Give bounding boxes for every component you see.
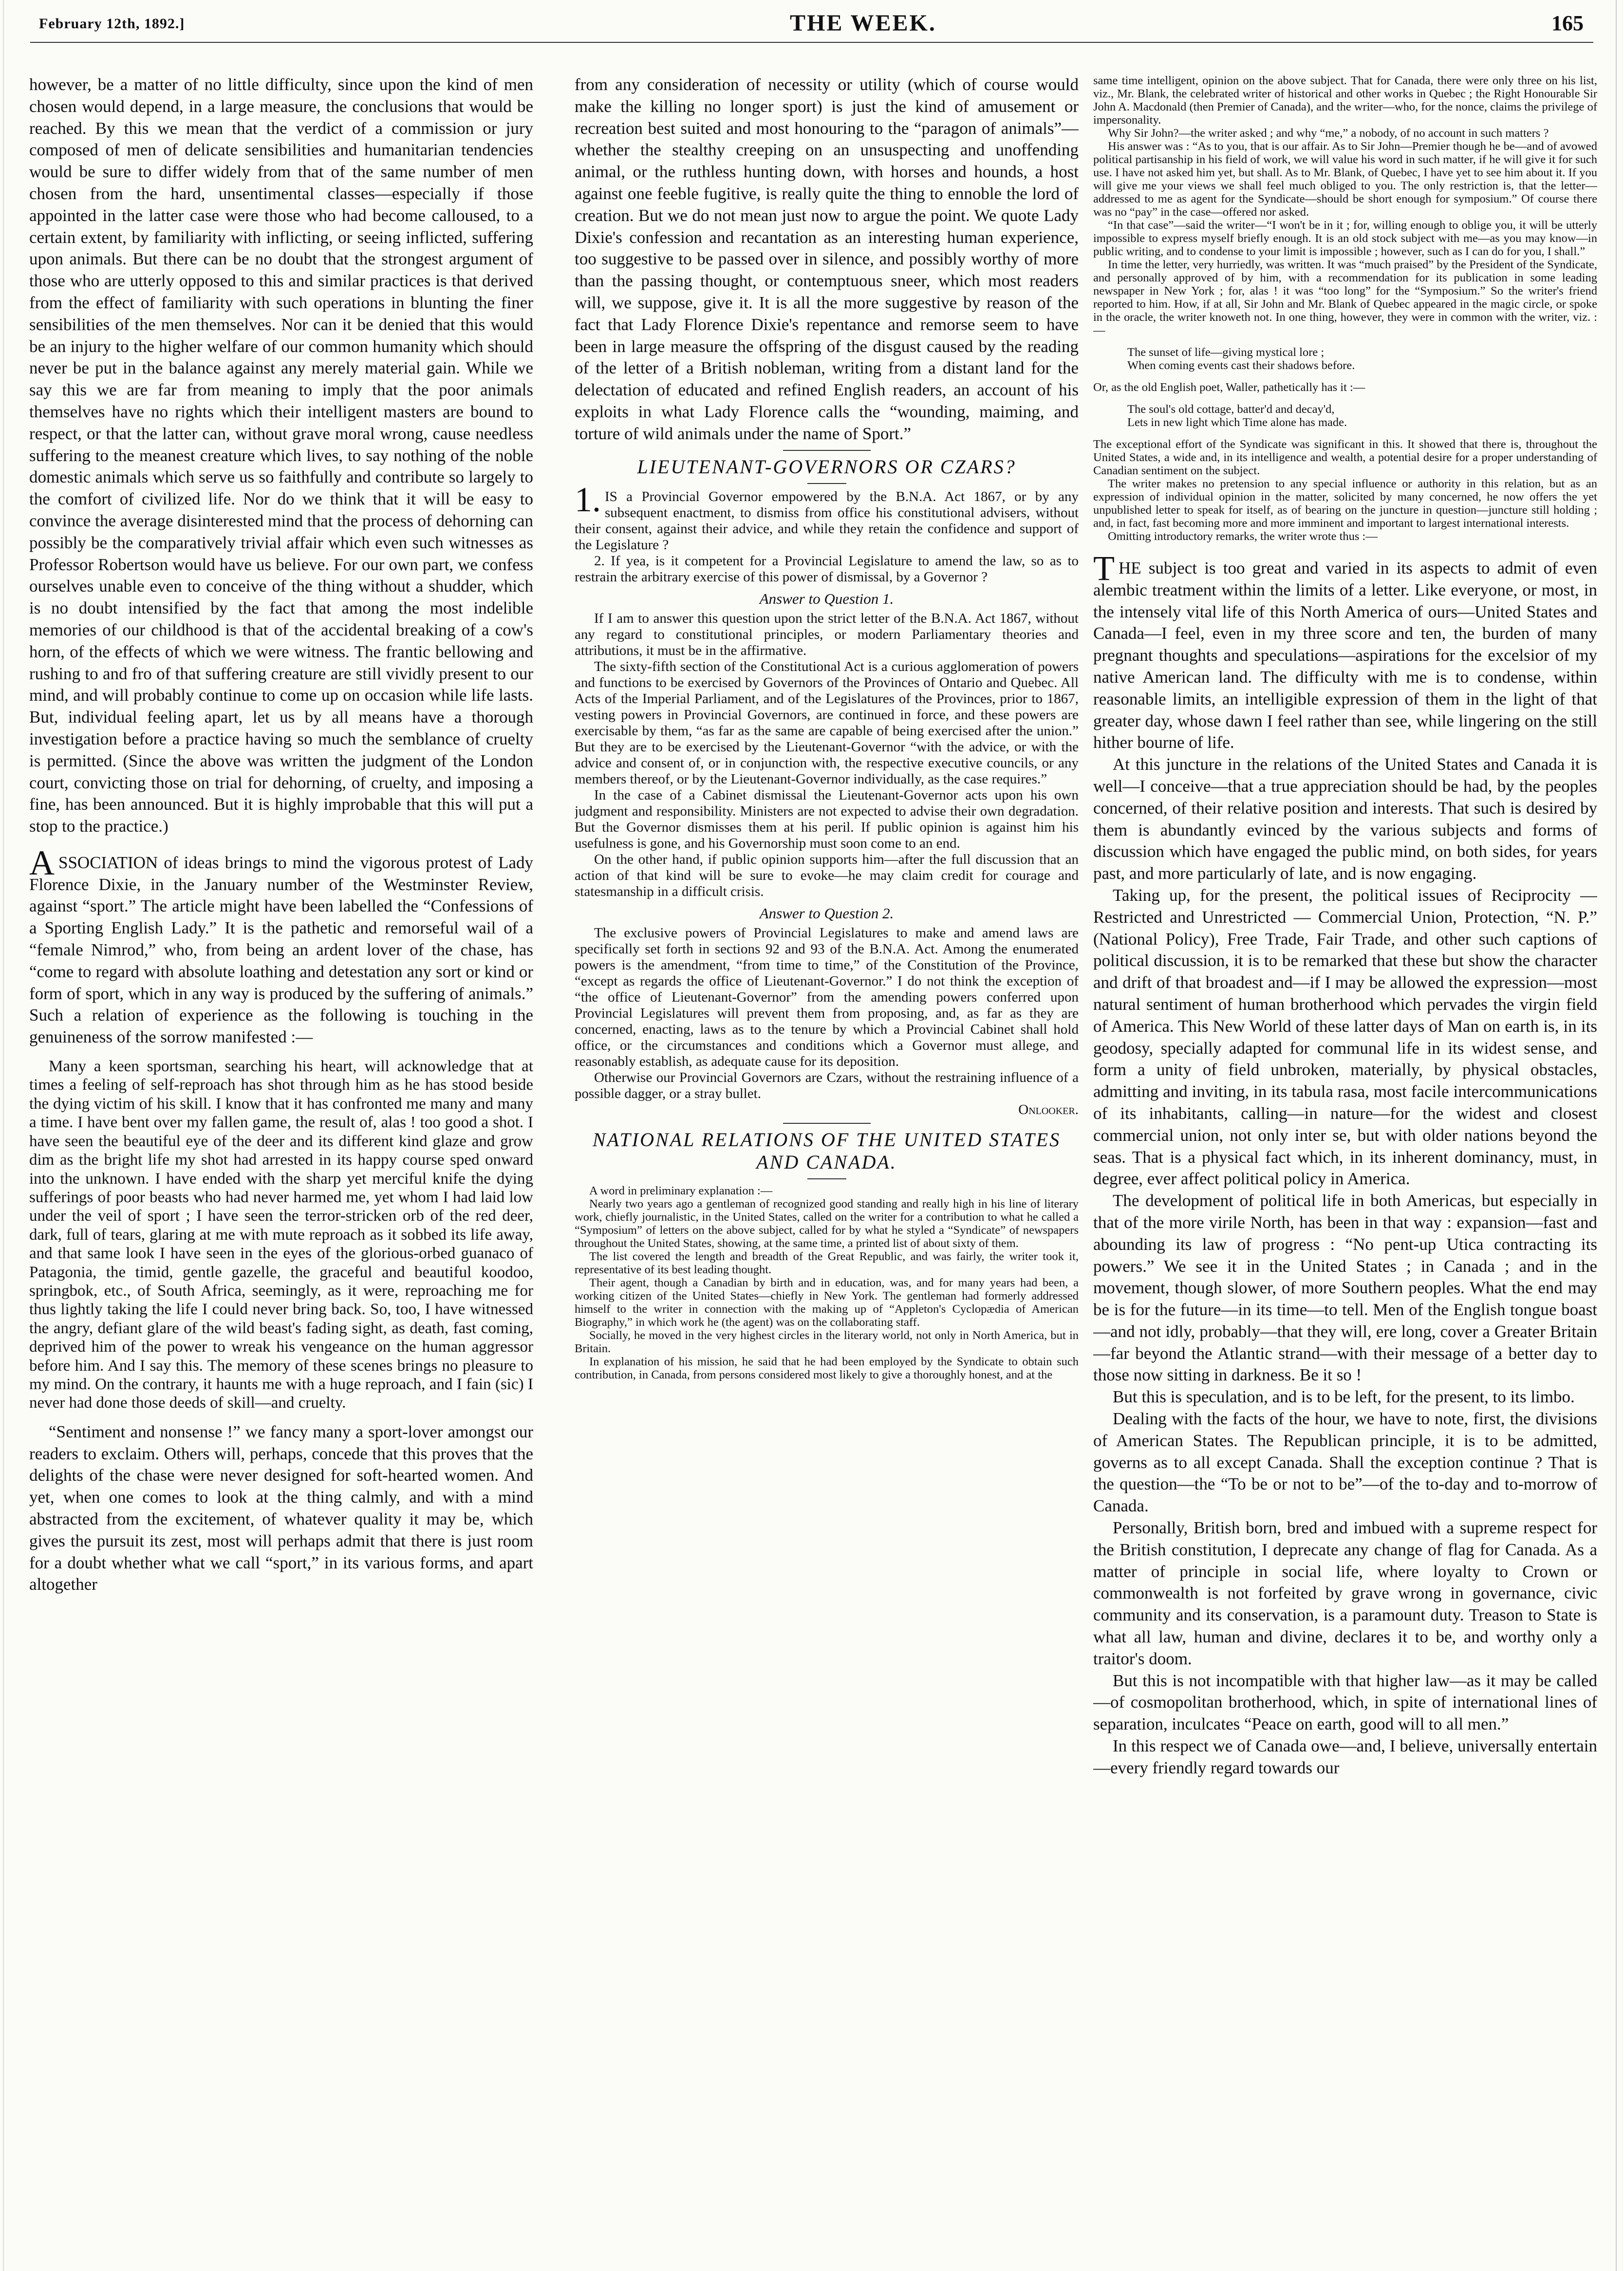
paragraph-association: ASSOCIATION of ideas brings to mind the vigorous protest of Lady Florence Dixie, in the January number of the Westminster Review, against “sport.” The article might have been labelled the “Confessions of a Sporting English Lady.” It is the pathetic and remorseful wail of a “female Nimrod,” who, from being an ardent lover of the chase, has “come to regard with absolute loathing and detestation any sort or kind or form of sport, which in any way is produced by the suffering of animals.” Such a relation of experience as the following is touching in the genuineness of the sorrow manifested :— [29,843,533,1047]
explanation-letter: In time the letter, very hurriedly, was written. It was “much praised” by the President of the Syndicate, and personally approved of by him, with a recommendation for its publication in some leading newspaper in New York ; for, alas ! it was “too long” for the “Symposium.” So the writer's friend reported to him. How, if at all, Sir John and Mr. Blank of Quebec appeared in the magic circle, or spoke in the oracle, the writer knoweth not. In one thing, however, they were in common with the writer, viz. :— [1093,258,1597,337]
paragraph-sport-continued: from any consideration of necessity or utility (which of course would make the killing no longer sport) is just the kind of amusement or recreation best suited and most honouring to the “paragon of animals”—whether the stealthy creeping on an unsuspecting and unoffending animal, or the ruthless hunting down, with horses and hounds, a host against one feeble fugitive, is really quite the thing to ennoble the lord of creation. But we do not mean just now to argue the point. We quote Lady Dixie's confession and recantation as an interesting human experience, too suggestive to be passed over in silence, and possibly worthy of more than the passing thought, or contemptuous sneer, which most readers will, we suppose, give it. It is all the more suggestive by reason of the fact that Lady Florence Dixie's repentance and remorse seem to have been in large measure the offspring of the disgust caused by the reading of the letter of a British nobleman, writing from a distant land for the delectation of educated and refined English readers, an account of his exploits in what Lady Florence calls the “wounding, maiming, and torture of wild animals under the name of Sport.” [575,75,1079,443]
explanation-p5: In explanation of his mission, he said that he had been employed by the Syndicate to obtain such contribution, in Canada, from persons considered most likely to give a thoroughly honest, and at the [575,1355,1079,1381]
explanation-answer: His answer was : “As to you, that is our affair. As to Sir John—Premier though he be—and of avowed political partisanship in his field of work, we will value his word in such matter, if he will give it for such use. I have not asked him yet, but shall. As to Mr. Blank, of Quebec, I have yet to see him about it. If you will give me your views we shall feel much obliged to you. The only restriction is, that the letter—addressed to me as agent for the Syndicate—should be short enough for symposium.” Of course there was no “pay” in the case—offered nor asked. [1093,140,1597,219]
heading-national-relations: NATIONAL RELATIONS OF THE UNITED STATES AND CANADA. [592,1128,1061,1173]
waller-intro: Or, as the old English poet, Waller, pathetically has it :— [1093,381,1365,394]
page-edge-right [1616,0,1617,2271]
spacer [29,1048,533,1057]
explanation-p4: Socially, he moved in the very highest circles in the literary world, not only in North America, but in Britain. [575,1328,1079,1355]
answer-one-p2: The sixty-fifth section of the Constitutional Act is a curious agglomeration of powers and functions to be exercised by Governors of the Provinces of Ontario and Quebec. All Acts of the Imperial Parliament, and of the Legislatures of the Provinces, prior to 1867, vesting powers in Provincial Governors, are continued in force, and these powers are exercisable by them, “as far as the same are capable of being exercised after the union.” But they are to be exercised by the Lieutenant-Governor “with the advice, or with the advice and consent of, or in conjunction with, the respective executive councils, or any members thereof, or by the Lieutenant-Governor individually, as the case requires.” [575,658,1079,787]
question-two: 2. If yea, is it competent for a Provincial Legislature to amend the law, so as to restrain the arbitrary exercise of this power of dismissal, by a Governor ? [575,553,1079,585]
letter-p7: Personally, British born, bred and imbued with a supreme respect for the British constitution, I deprecate any change of flag for Canada. As a matter of principle in social life, where loyalty to Crown or commonwealth is not forfeited by grave wrong in governance, civic community and its conservation, is a paramount duty. Treason to State is what all law, human and divine, declares it to be, and worthy only a traitor's doom. [1093,1518,1597,1668]
heading-rule [807,1178,846,1179]
section-gap [29,838,533,852]
letter-p3: Taking up, for the present, the political issues of Reciprocity — Restricted and Unrestricted — Commercial Union, Protection, “N. P.” (National Policy), Free Trade, Fair Trade, and other such captions of political discussion, it is to be remarked that these but show the character and drift of that broadest and—if I may be allowed the expression—most natural sentiment of human brotherhood which pervades the virgin field of America. This New World of these latter days of Man on earth is, in its geodosy, specially adapted for communal life in its widest sense, and form a unity of field unbroken, materially, by physical obstacles, admitting and inviting, in its tabula rasa, most facile intercommunications of its inhabitants, calling—in nature—for the widest and closest commercial union, not only inter se, but with older nations beyond the seas. That is a physical fact which, in its inherent dominancy, must, in degree, ever affect political policy in America. [1093,885,1597,1189]
explanation-p2: The list covered the length and breadth of the Great Republic, and was fairly, the writer took it, representative of its best leading thought. [575,1249,1079,1276]
answer-two-p1: The exclusive powers of Provincial Legislatures to make and amend laws are specifically set forth in sections 92 and 93 of the B.N.A. Act. Among the enumerated powers is the amendment, “from time to time,” of the Constitution of the Province, “except as regards the office of Lieutenant-Governor.” I do not think the exception of “the office of Lieutenant-Governor” from the amending powers conferred upon Provincial Legislatures will prevent them from proposing, and, as far as they are concerned, enacting, laws as to the tenure by which a Provincial Cabinet shall hold office, or the circumstances and conditions which a Governor must allege, and reasonably establish, as adequate cause for its deposition. [575,925,1079,1069]
header-rule [30,42,1593,43]
column-right [1093,74,1597,2255]
explanation-syndicate: The exceptional effort of the Syndicate was significant in this. It showed that there is, throughout the United States, a wide and, in its intelligence and wealth, a potential desire for a proper understanding of Canadian sentiment on the subject. [1093,438,1597,477]
letter-p1: THE subject is too great and varied in its aspects to admit of even alembic treatment within the limits of a letter. Like everyone, or most, in the intensely vital life of this North America of ours—United States and Canada—I feel, even in my three score and ten, the burden of many pregnant thoughts and speculations—aspirations for the excelsior of my native American land. The difficulty with me is to condense, within reasonable limits, an intelligible expression of them in the light of that greater day, whose dawn I feel rather than see, while lingering on the still hither bourne of life. [1093,549,1597,752]
heading-rule [807,483,846,484]
spacer [29,1413,533,1421]
verse-line: When coming events cast their shadows before. [1127,359,1355,372]
answer-two-heading: Answer to Question 2. [759,904,894,922]
signature-onlooker: Onlooker. [1018,1101,1079,1117]
journal-title: THE WEEK. [790,10,936,36]
spacer [1093,543,1597,558]
explanation-continued: same time intelligent, opinion on the above subject. That for Canada, there were only three on his list, viz., Mr. Blank, the celebrated writer of historical and other works in Quebec ; the Right Honourable Sir John A. Macdonald (then Premier of Canada), and the writer—who, for the nonce, claims the privilege of impersonality. [1093,74,1597,127]
page-number: 165 [1551,11,1584,35]
verse-line: The sunset of life—giving mystical lore ; [1127,346,1325,359]
issue-date: February 12th, 1892.] [39,16,185,32]
explanation-pretension: The writer makes no pretension to any special influence or authority in this relation, but as an expression of individual opinion in the matter, solicited by many concerned, he now offers the yet unpublished letter to speak for itself, as of bearing on the juncture in question—juncture still holding ; and, in fact, fast becoming more and more imminent and important to largest international interests. [1093,477,1597,530]
question-one: 1.IS a Provincial Governor empowered by the B.N.A. Act 1867, or by any subsequent enactment, to dismiss from office his constitutional advisers, without their consent, against their advice, and while they retain the confidence and support of the Legislature ? [575,480,1079,553]
explanation-reply: “In that case”—said the writer—“I won't be in it ; for, willing enough to oblige you, it will be utterly impossible to express myself briefly enough. It is an old stock subject with me—as you may know—in public writing, and to condense to your limit is impossible ; however, such as I can do for you, I shall.” [1093,219,1597,258]
letter-p5: But this is speculation, and is to be left, for the present, to its limbo. [1113,1387,1575,1407]
heading-lieutenant-governors: LIEUTENANT-GOVERNORS OR CZARS? [637,455,1016,478]
verse-line: The soul's old cottage, batter'd and decay'd, [1127,403,1335,416]
explanation-p3: Their agent, though a Canadian by birth and in education, was, and for many years had been, a working citizen of the United States—chiefly in New York. The gentleman had formerly addressed himself to the writer in connection with the making up of “Appleton's Cyclopædia of American Biography,” in which work he (the agent) was on the collaborating staff. [575,1276,1079,1329]
section-rule [783,1123,871,1124]
paragraph-dehorning: however, be a matter of no little difficulty, since upon the kind of men chosen would depend, in a large measure, the conclusions that would be reached. By this we mean that the verdict of a commission or jury composed of men of delicate sensibilities and humanitarian tendencies would be sure to differ widely from that of the same number of men chosen from the hard, unsentimental classes—especially if those appointed in the latter case were those who had become calloused, to a certain extent, by familiarity with inflicting, or seeing inflicted, suffering upon animals. But there can be no doubt that the strongest argument of those who are utterly opposed to this and similar practices is that derived from the effect of familiarity with such operations in blunting the finer sensibilities of the men themselves. Nor can it be denied that this would be an injury to the higher welfare of our common humanity which should never be put in the balance against any merely material gain. While we say this we are far from meaning to imply that the poor animals themselves have no rights which their intelligent masters are bound to respect, or that the latter can, without grave moral wrong, cause needless suffering to the meanest creature which lives, to say nothing of the noble domestic animals which serve us so faithfully and contribute so largely to the comfort of civilized life. Nor do we think that it will be easy to convince the average disinterested mind that the process of dehorning can possibly be the comparatively trivial affair which even such witnesses as Professor Robertson would have us believe. For our own part, we confess ourselves unable even to conceive of the thing without a shudder, which is no doubt intensified by the fact that among the most indelible memories of our childhood is that of the accidental breaking of a cow's horn, of the effects of which we were witness. The frantic bellowing and rushing to and fro of that suffering creature are still vividly present to our mind, and will probably continue to come up on occasion while life lasts. But, individual feeling apart, let us by all means have a thorough investigation before a practice having so much the semblance of cruelty is permitted. (Since the above was written the judgment of the London court, convicting those on trial for dehorning, of cruelty, and imposing a fine, has been announced. But it is highly improbable that this will put a stop to the practice.) [29,75,533,836]
explanation-p1: Nearly two years ago a gentleman of recognized good standing and really high in his line of literary work, chiefly journalistic, in the United States, called on the writer for a contribution to what he called a “Symposium” of letters on the above subject, called for by what he styled a “Syndicate” of newspapers throughout the United States, showing, at the same time, a printed list of about sixty of them. [575,1197,1079,1250]
quoted-confession: Many a keen sportsman, searching his heart, will acknowledge that at times a feeling of self-reproach has shot through him as he has stood beside the dying victim of his skill. I know that it has confronted me many and many a time. I have bent over my fallen game, the result of, alas ! too good a shot. I have seen the beautiful eye of the deer and its different kind glaze and grow dim as the bright life my shot had arrested in its happy course sped onward into the unknown. I have ended with the sharp yet merciful knife the dying sufferings of poor beasts who had never harmed me, yet whom I had laid low under the veil of sport ; I have seen the terror-stricken orb of the red deer, dark, full of tears, glaring at me with mute reproach as it sobbed its life away, and that same look I have seen in the eyes of the glorious-orbed guanaco of Patagonia, the timid, gentle gazelle, the graceful and beautiful koodoo, springbok, etc., of South Africa, seemingly, as it were, reproaching me for thus lightly taking the life I could never bring back. So, too, I have witnessed the angry, defiant glare of the wild beast's fading sight, as death, fast coming, deprived him of the power to wreak his vengeance on the human aggressor before him. And I say this. The memory of these scenes brings no pleasure to my mind. On the contrary, it haunts me with a huge reproach, and I fain (sic) I never had done those deeds of skill—and cruelty. [29,1058,533,1412]
letter-p4: The development of political life in both Americas, but especially in that of the more virile North, has been in that way : expansion—fast and abounding its law of progress : “No pent-up Utica contracting its powers.” We see it in the United States ; in Canada ; and in the movement, though slower, of more Southern peoples. What the end may be is for the future—in its time—to tell. Men of the English tongue boast—and not idly, probably—that they will, ere long, cover a Greater Britain—far beyond the Atlantic strand—with their message of a better day to those now sitting in darkness. Be it so ! [1093,1191,1597,1385]
preliminary-explanation: A word in preliminary explanation :— [589,1184,773,1197]
letter-p2: At this juncture in the relations of the United States and Canada it is well—I conceive—that a true appreciation should be had, by the peoples concerned, of their relative position and interests. That such is desired by them is abundantly evinced by the various subjects and forms of discussion which have engaged the public mind, on both sides, for years past, and more particularly of late, and is now engaging. [1093,755,1597,883]
verse-line: Lets in new light which Time alone has made. [1127,416,1347,429]
answer-two-p2: Otherwise our Provincial Governors are Czars, without the restraining influence of a possible dagger, or a stray bullet. [575,1069,1079,1101]
answer-one-p3: In the case of a Cabinet dismissal the Lieutenant-Governor acts upon his own judgment and responsibility. Ministers are not expected to advise their own degradation. But the Governor dismisses them at his peril. If public opinion is against him his usefulness is gone, and his Governorship must soon come to an end. [575,787,1079,851]
spacer [1093,372,1597,381]
explanation-why: Why Sir John?—the writer asked ; and why “me,” a nobody, of no account in such matters ? [1108,127,1549,140]
column-middle [575,74,1079,2255]
column-left [29,74,533,2255]
letter-p9: In this respect we of Canada owe—and, I believe, universally entertain—every friendly regard towards our [1093,1736,1597,1777]
spacer [1093,429,1597,438]
answer-one-heading: Answer to Question 1. [759,590,894,607]
letter-p8: But this is not incompatible with that higher law—as it may be called—of cosmopolitan brotherhood, which, in spite of international lines of separation, inculcates “Peace on earth, good will to all men.” [1093,1671,1597,1734]
letter-p6: Dealing with the facts of the hour, we have to note, first, the divisions of American States. The Republican principle, it is to be admitted, governs as to all except Canada. Shall the exception continue ? That is the question—the “To be or not to be”—of the to-day and to-morrow of Canada. [1093,1409,1597,1516]
spacer [1093,337,1597,346]
spacer [1093,394,1597,403]
running-header [30,7,1593,41]
answer-one-p4: On the other hand, if public opinion supports him—after the full discussion that an action of that kind will be sure to evoke—he may claim credit for courage and statesmanship in a difficult crisis. [575,851,1079,899]
section-rule [783,450,871,451]
answer-one-p1: If I am to answer this question upon the strict letter of the B.N.A. Act 1867, without any regard to constitutional principles, or modern Parliamentary theories and attributions, it must be in the affirmative. [575,610,1079,658]
explanation-omitting: Omitting introductory remarks, the writer wrote thus :— [1108,530,1378,543]
paragraph-sentiment: “Sentiment and nonsense !” we fancy many a sport-lover amongst our readers to exclaim. Others will, perhaps, concede that this proves that the delights of the chase were never designed for soft-hearted women. And yet, when one comes to look at the thing calmly, and with a mind abstracted from the excitement, of whatever quality it may be, which gives the pursuit its zest, most will perhaps admit that there is just room for a doubt whether what we call “sport,” in its various forms, and apart altogether [29,1422,533,1594]
page-edge-left [3,0,4,2271]
